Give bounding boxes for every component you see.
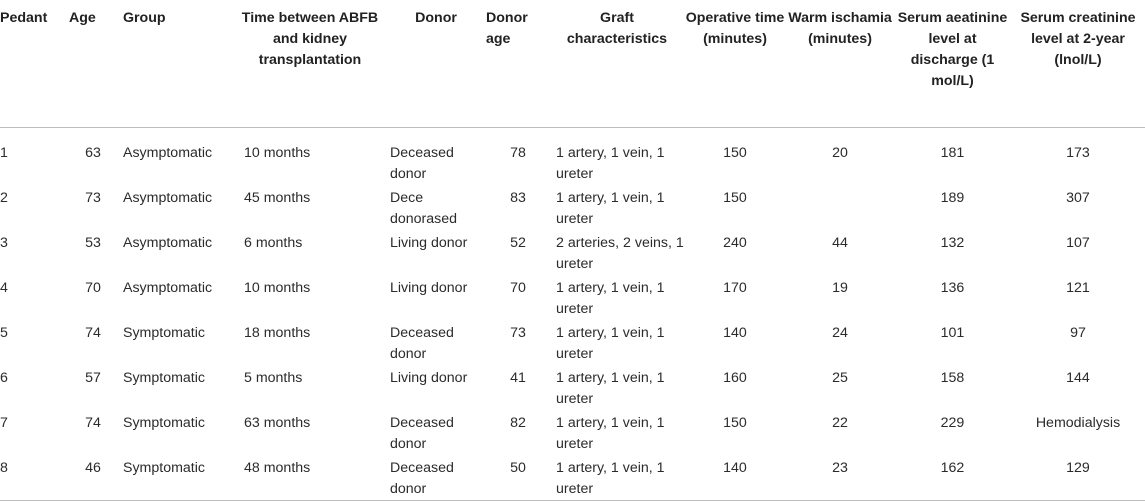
cell-operative-time: 140 <box>684 455 786 501</box>
cell-time-between: 45 months <box>244 190 311 206</box>
cell-operative-time: 160 <box>723 370 747 386</box>
cell-warm-ischemia: 24 <box>832 325 848 341</box>
column-header-serum-creatinine-discharge: Serum aeatinine level at discharge (1 mol/L) <box>894 0 1011 128</box>
cell-time-between: 48 months <box>234 455 386 501</box>
cell-graft-characteristics: 1 artery, 1 vein, 1 ureter <box>556 145 665 182</box>
cell-warm-ischemia: 23 <box>786 455 894 501</box>
table-header-row <box>0 0 1145 128</box>
cell-patient: 2 <box>0 190 8 206</box>
cell-operative-time: 150 <box>723 190 747 206</box>
cell-serum-discharge: 189 <box>940 190 965 206</box>
table-row <box>0 128 1145 186</box>
cell-serum-2-year: 129 <box>1011 455 1145 501</box>
cell-age: 63 <box>85 145 101 161</box>
cell-donor-age: 83 <box>510 190 526 206</box>
cell-group: Asymptomatic <box>123 190 213 206</box>
column-header-time-between: Time between ABFB and kidney transplantation <box>234 0 386 128</box>
cell-warm-ischemia <box>786 185 894 230</box>
cell-age: 57 <box>85 370 101 386</box>
cell-group: Asymptomatic <box>123 280 213 296</box>
column-header-donor-age: Donor age <box>486 0 550 128</box>
cell-serum-2-year: 107 <box>1066 235 1090 251</box>
cell-serum-2-year: 307 <box>1066 190 1090 206</box>
column-header-donor: Donor <box>386 0 486 128</box>
cell-patient: 1 <box>0 145 8 161</box>
cell-serum-discharge: 181 <box>940 145 965 161</box>
cell-patient: 3 <box>0 235 8 251</box>
cell-donor: Dece donorased <box>390 190 458 227</box>
cell-operative-time: 240 <box>723 235 747 251</box>
table-row <box>0 275 1145 320</box>
cell-warm-ischemia: 22 <box>832 415 848 431</box>
cell-patient: 4 <box>0 280 8 296</box>
table-row <box>0 365 1145 410</box>
cell-serum-discharge: 132 <box>940 235 965 251</box>
cell-warm-ischemia: 44 <box>832 235 848 251</box>
cell-age: 70 <box>85 280 101 296</box>
cell-donor-age: 50 <box>486 455 550 501</box>
cell-serum-discharge: 101 <box>940 325 965 341</box>
cell-graft-characteristics: 1 artery, 1 vein, 1 ureter <box>556 190 665 227</box>
table-row <box>0 185 1145 230</box>
table-row <box>0 230 1145 275</box>
cell-graft-characteristics: 1 artery, 1 vein, 1 ureter <box>556 415 665 452</box>
cell-group: Symptomatic <box>123 415 205 431</box>
cell-serum-2-year: Hemodialysis <box>1035 415 1121 431</box>
cell-age: 74 <box>85 415 101 431</box>
cell-operative-time: 170 <box>723 280 747 296</box>
cell-donor-age: 70 <box>510 280 526 296</box>
column-header-group: Group <box>117 0 234 128</box>
cell-group: Symptomatic <box>117 455 234 501</box>
cell-serum-2-year: 144 <box>1066 370 1090 386</box>
column-header-graft-characteristics: Graft characteristics <box>550 0 684 128</box>
cell-warm-ischemia: 20 <box>832 145 848 161</box>
cell-donor: Deceased donor <box>390 415 454 452</box>
cell-operative-time: 150 <box>723 145 747 161</box>
cell-donor: Living donor <box>390 235 468 251</box>
cell-serum-discharge: 158 <box>940 370 965 386</box>
cell-group: Symptomatic <box>123 370 205 386</box>
cell-patient: 8 <box>0 455 69 501</box>
cell-patient: 7 <box>0 415 8 431</box>
cell-donor-age: 78 <box>510 145 526 161</box>
cell-time-between: 6 months <box>244 235 303 251</box>
cell-serum-discharge: 136 <box>940 280 965 296</box>
cell-graft-characteristics: 1 artery, 1 vein, 1 ureter <box>556 370 665 407</box>
table-row <box>0 410 1145 455</box>
cell-warm-ischemia: 25 <box>832 370 848 386</box>
column-header-warm-ischemia: Warm ischamia (minutes) <box>786 0 894 128</box>
cell-serum-2-year: 173 <box>1066 145 1090 161</box>
cell-patient: 6 <box>0 370 8 386</box>
cell-time-between: 5 months <box>244 370 303 386</box>
cell-age: 53 <box>85 235 101 251</box>
cell-donor: Living donor <box>390 370 468 386</box>
cell-donor: Living donor <box>390 280 468 296</box>
cell-serum-discharge: 229 <box>940 415 965 431</box>
cell-time-between: 63 months <box>244 415 311 431</box>
cell-operative-time: 150 <box>723 415 747 431</box>
cell-time-between: 10 months <box>244 280 311 296</box>
cell-age: 74 <box>85 325 101 341</box>
column-header-serum-creatinine-2-year: Serum creatinine level at 2-year (lnol/L) <box>1011 0 1145 128</box>
table-row <box>0 455 1145 501</box>
cell-serum-discharge: 162 <box>894 455 1011 501</box>
cell-time-between: 18 months <box>244 325 311 341</box>
cell-donor-age: 41 <box>510 370 526 386</box>
cell-donor: Deceased donor <box>390 145 454 182</box>
cell-warm-ischemia: 19 <box>832 280 848 296</box>
cell-donor-age: 73 <box>510 325 526 341</box>
cell-donor-age: 52 <box>510 235 526 251</box>
cell-group: Symptomatic <box>123 325 205 341</box>
cell-serum-2-year: 121 <box>1066 280 1090 296</box>
cell-donor: Deceased donor <box>390 325 454 362</box>
cell-patient: 5 <box>0 325 8 341</box>
cell-graft-characteristics: 1 artery, 1 vein, 1 ureter <box>556 280 665 317</box>
cell-time-between: 10 months <box>244 145 311 161</box>
cell-donor-age: 82 <box>510 415 526 431</box>
column-header-operative-time: Operative time (minutes) <box>684 0 786 128</box>
cell-graft-characteristics: 1 artery, 1 vein, 1 ureter <box>556 325 665 362</box>
cell-operative-time: 140 <box>723 325 747 341</box>
table-body <box>0 128 1145 501</box>
cell-serum-2-year: 97 <box>1070 325 1086 341</box>
column-header-patient: Pedant <box>0 0 69 128</box>
table-row <box>0 320 1145 365</box>
cell-group: Asymptomatic <box>123 145 213 161</box>
cell-age: 73 <box>85 190 101 206</box>
cell-graft-characteristics: 2 arteries, 2 veins, 1 ureter <box>556 235 684 272</box>
cell-graft-characteristics: 1 artery, 1 vein, 1 ureter <box>550 455 684 501</box>
column-header-age: Age <box>69 0 117 128</box>
cell-group: Asymptomatic <box>123 235 213 251</box>
cell-donor: Deceased donor <box>386 455 486 501</box>
cell-age: 46 <box>69 455 117 501</box>
